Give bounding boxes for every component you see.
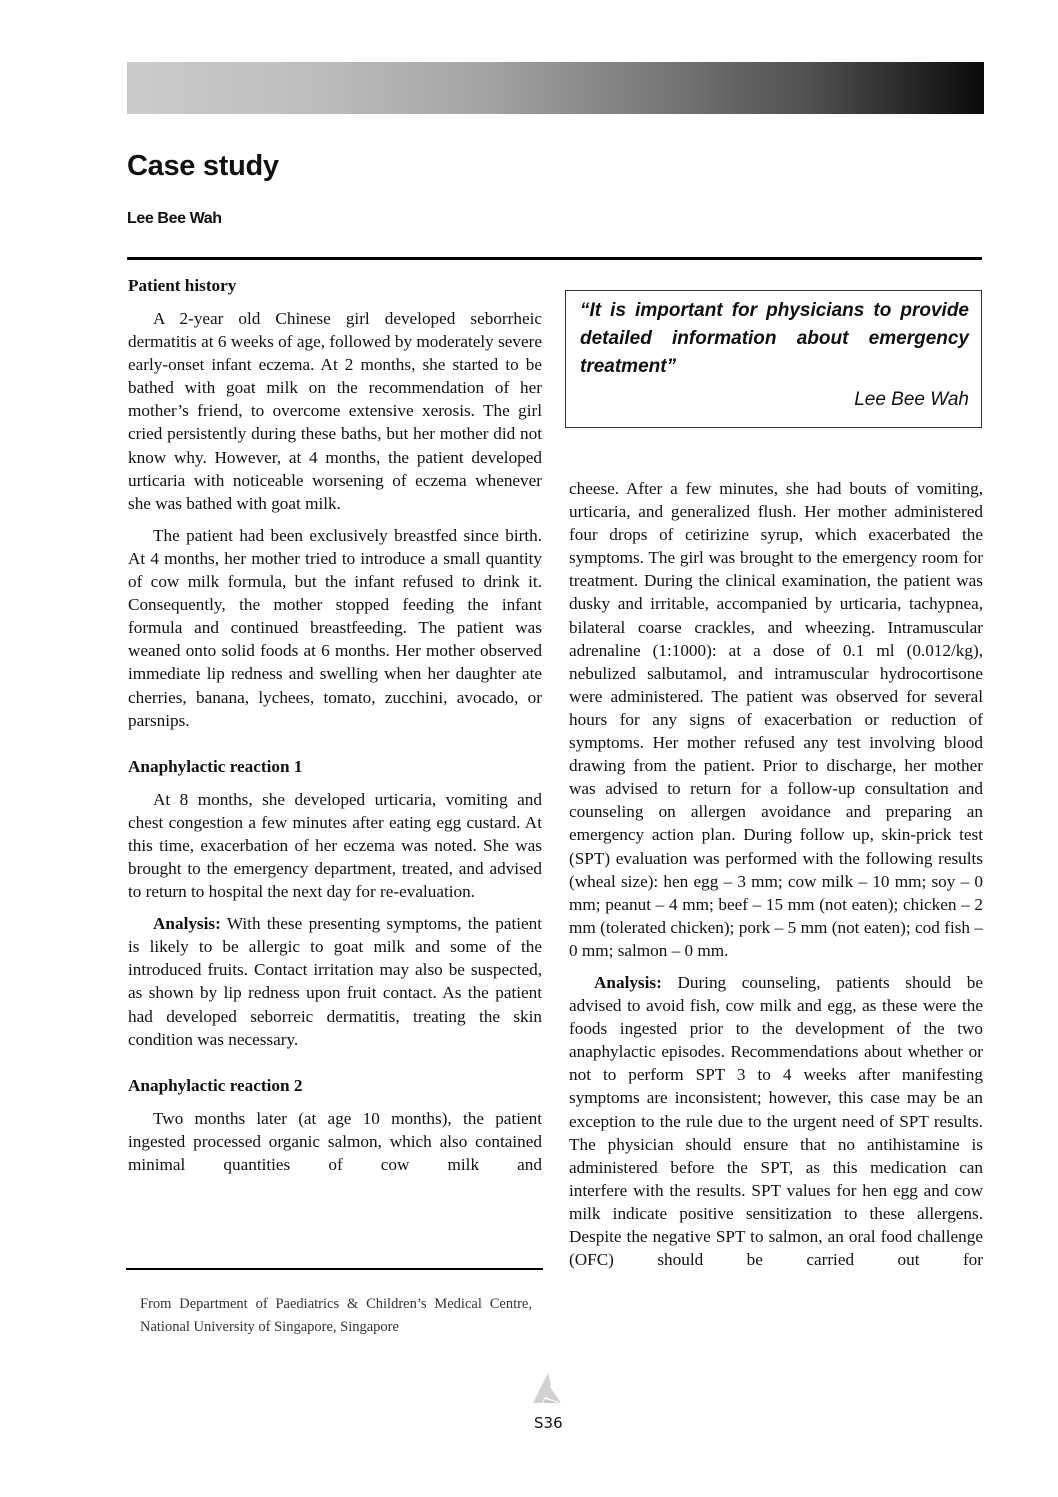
author-name: Lee Bee Wah xyxy=(127,210,222,227)
section-heading-anaphylactic-reaction-1: Anaphylactic reaction 1 xyxy=(128,756,303,776)
paragraph-continuation: cheese. After a few minutes, she had bouts of vomiting, urticaria, and generalized flush. Her mother administered four drops of cetirizine syrup, which exacerbated the symptoms. The girl was brought to the emergency room for treatment. During the clinical examination, the patient was dusky and irritable, accompanied by urticaria, tachypnea, bilateral coarse crackles, and wheezing. Intramuscular adrenaline (1:1000): at a dose of 0.1 ml (0.012/kg), nebulized salbutamol, and intramuscular hydrocortisone were administered. The patient was observed for several hours for any signs of exacerbation or reduction of symptoms. Her mother refused any test involving blood drawing from the patient. Prior to discharge, her mother was advised to return for a follow-up consultation and counseling on allergen avoidance and preparing an emergency action plan. During follow up, skin-prick test (SPT) evaluation was performed with the following results (wheal size): hen egg – 3 mm; cow milk – 10 mm; soy – 0 mm; peanut – 4 mm; beef – 15 mm (not eaten); chicken – 2 mm (tolerated chicken); pork – 5 mm (not eaten); cod fish – 0 mm; salmon – 0 mm. xyxy=(569,479,983,960)
pull-quote-box xyxy=(565,290,982,428)
triangle-logo-icon xyxy=(533,1373,563,1405)
analysis-paragraph xyxy=(128,912,542,1051)
header-divider xyxy=(127,257,982,260)
paragraph: Two months later (at age 10 months), the patient ingested processed organic salmon, which also contained minimal quantities of cow milk and xyxy=(128,1108,542,1174)
section-heading-patient-history: Patient history xyxy=(128,276,237,295)
author-affiliation: From Department of Paediatrics & Children’s Medical Centre, National University of Singapore, Singapore xyxy=(140,1296,532,1335)
paragraph: At 8 months, she developed urticaria, vomiting and chest congestion a few minutes after eating egg custard. At this time, exacerbation of her eczema was noted. She was brought to the emergency department, treated, and advised to return to hospital the next day for re-evaluation. xyxy=(128,789,542,902)
page-number: S36 xyxy=(534,1414,563,1432)
analysis-label: Analysis: xyxy=(153,914,221,934)
left-column xyxy=(128,274,542,1185)
page-title: Case study xyxy=(127,150,279,182)
paragraph: A 2-year old Chinese girl developed seborrheic dermatitis at 6 weeks of age, followed by moderately severe early-onset infant eczema. At 2 months, she started to be bathed with goat milk on the recommendation of her mother’s friend, to overcome extensive xerosis. The girl cried persistently during these baths, but her mother did not know why. However, at 4 months, the patient developed urticaria with noticeable worsening of eczema whenever she was bathed with goat milk. xyxy=(128,309,542,513)
analysis-paragraph xyxy=(569,971,983,1271)
paragraph: The patient had been exclusively breastfed since birth. At 4 months, her mother tried to introduce a small quantity of cow milk formula, but the infant refused to drink it. Consequently, the mother stopped feeding the infant formula and continued breastfeeding. The patient was weaned onto solid foods at 6 months. Her mother observed immediate lip redness and swelling when her daughter ate cherries, banana, lychees, tomato, zucchini, avocado, or parsnips. xyxy=(128,525,542,730)
pull-quote-text: “It is important for physicians to provide detailed information about emergency treatment” xyxy=(580,300,969,377)
analysis-label: Analysis: xyxy=(594,972,662,992)
pull-quote-attribution: Lee Bee Wah xyxy=(854,389,969,410)
footnote-divider xyxy=(126,1268,543,1270)
header-gradient-banner xyxy=(127,62,984,114)
analysis-text: During counseling, patients should be advised to avoid fish, cow milk and egg, as these were the foods ingested prior to the development of the two anaphylactic episodes. Recommendations about whether or not to perform SPT 3 to 4 weeks after manifesting symptoms are inconsistent; however, this case may be an exception to the rule due to the urgent need of SPT results. The physician should ensure that no antihistamine is administered before the SPT, as this medication can interfere with the results. SPT values for hen egg and cow milk indicate positive sensitization to these allergens. Despite the negative SPT to salmon, an oral food challenge (OFC) should be carried out for xyxy=(569,972,983,1270)
right-column xyxy=(569,477,983,1280)
analysis-text: With these presenting symptoms, the patient is likely to be allergic to goat milk and some of the introduced fruits. Contact irritation may also be suspected, as shown by lip redness upon fruit contact. As the patient had developed seborreic dermatitis, treating the skin condition was necessary. xyxy=(128,914,542,1049)
section-heading-anaphylactic-reaction-2: Anaphylactic reaction 2 xyxy=(128,1075,303,1095)
